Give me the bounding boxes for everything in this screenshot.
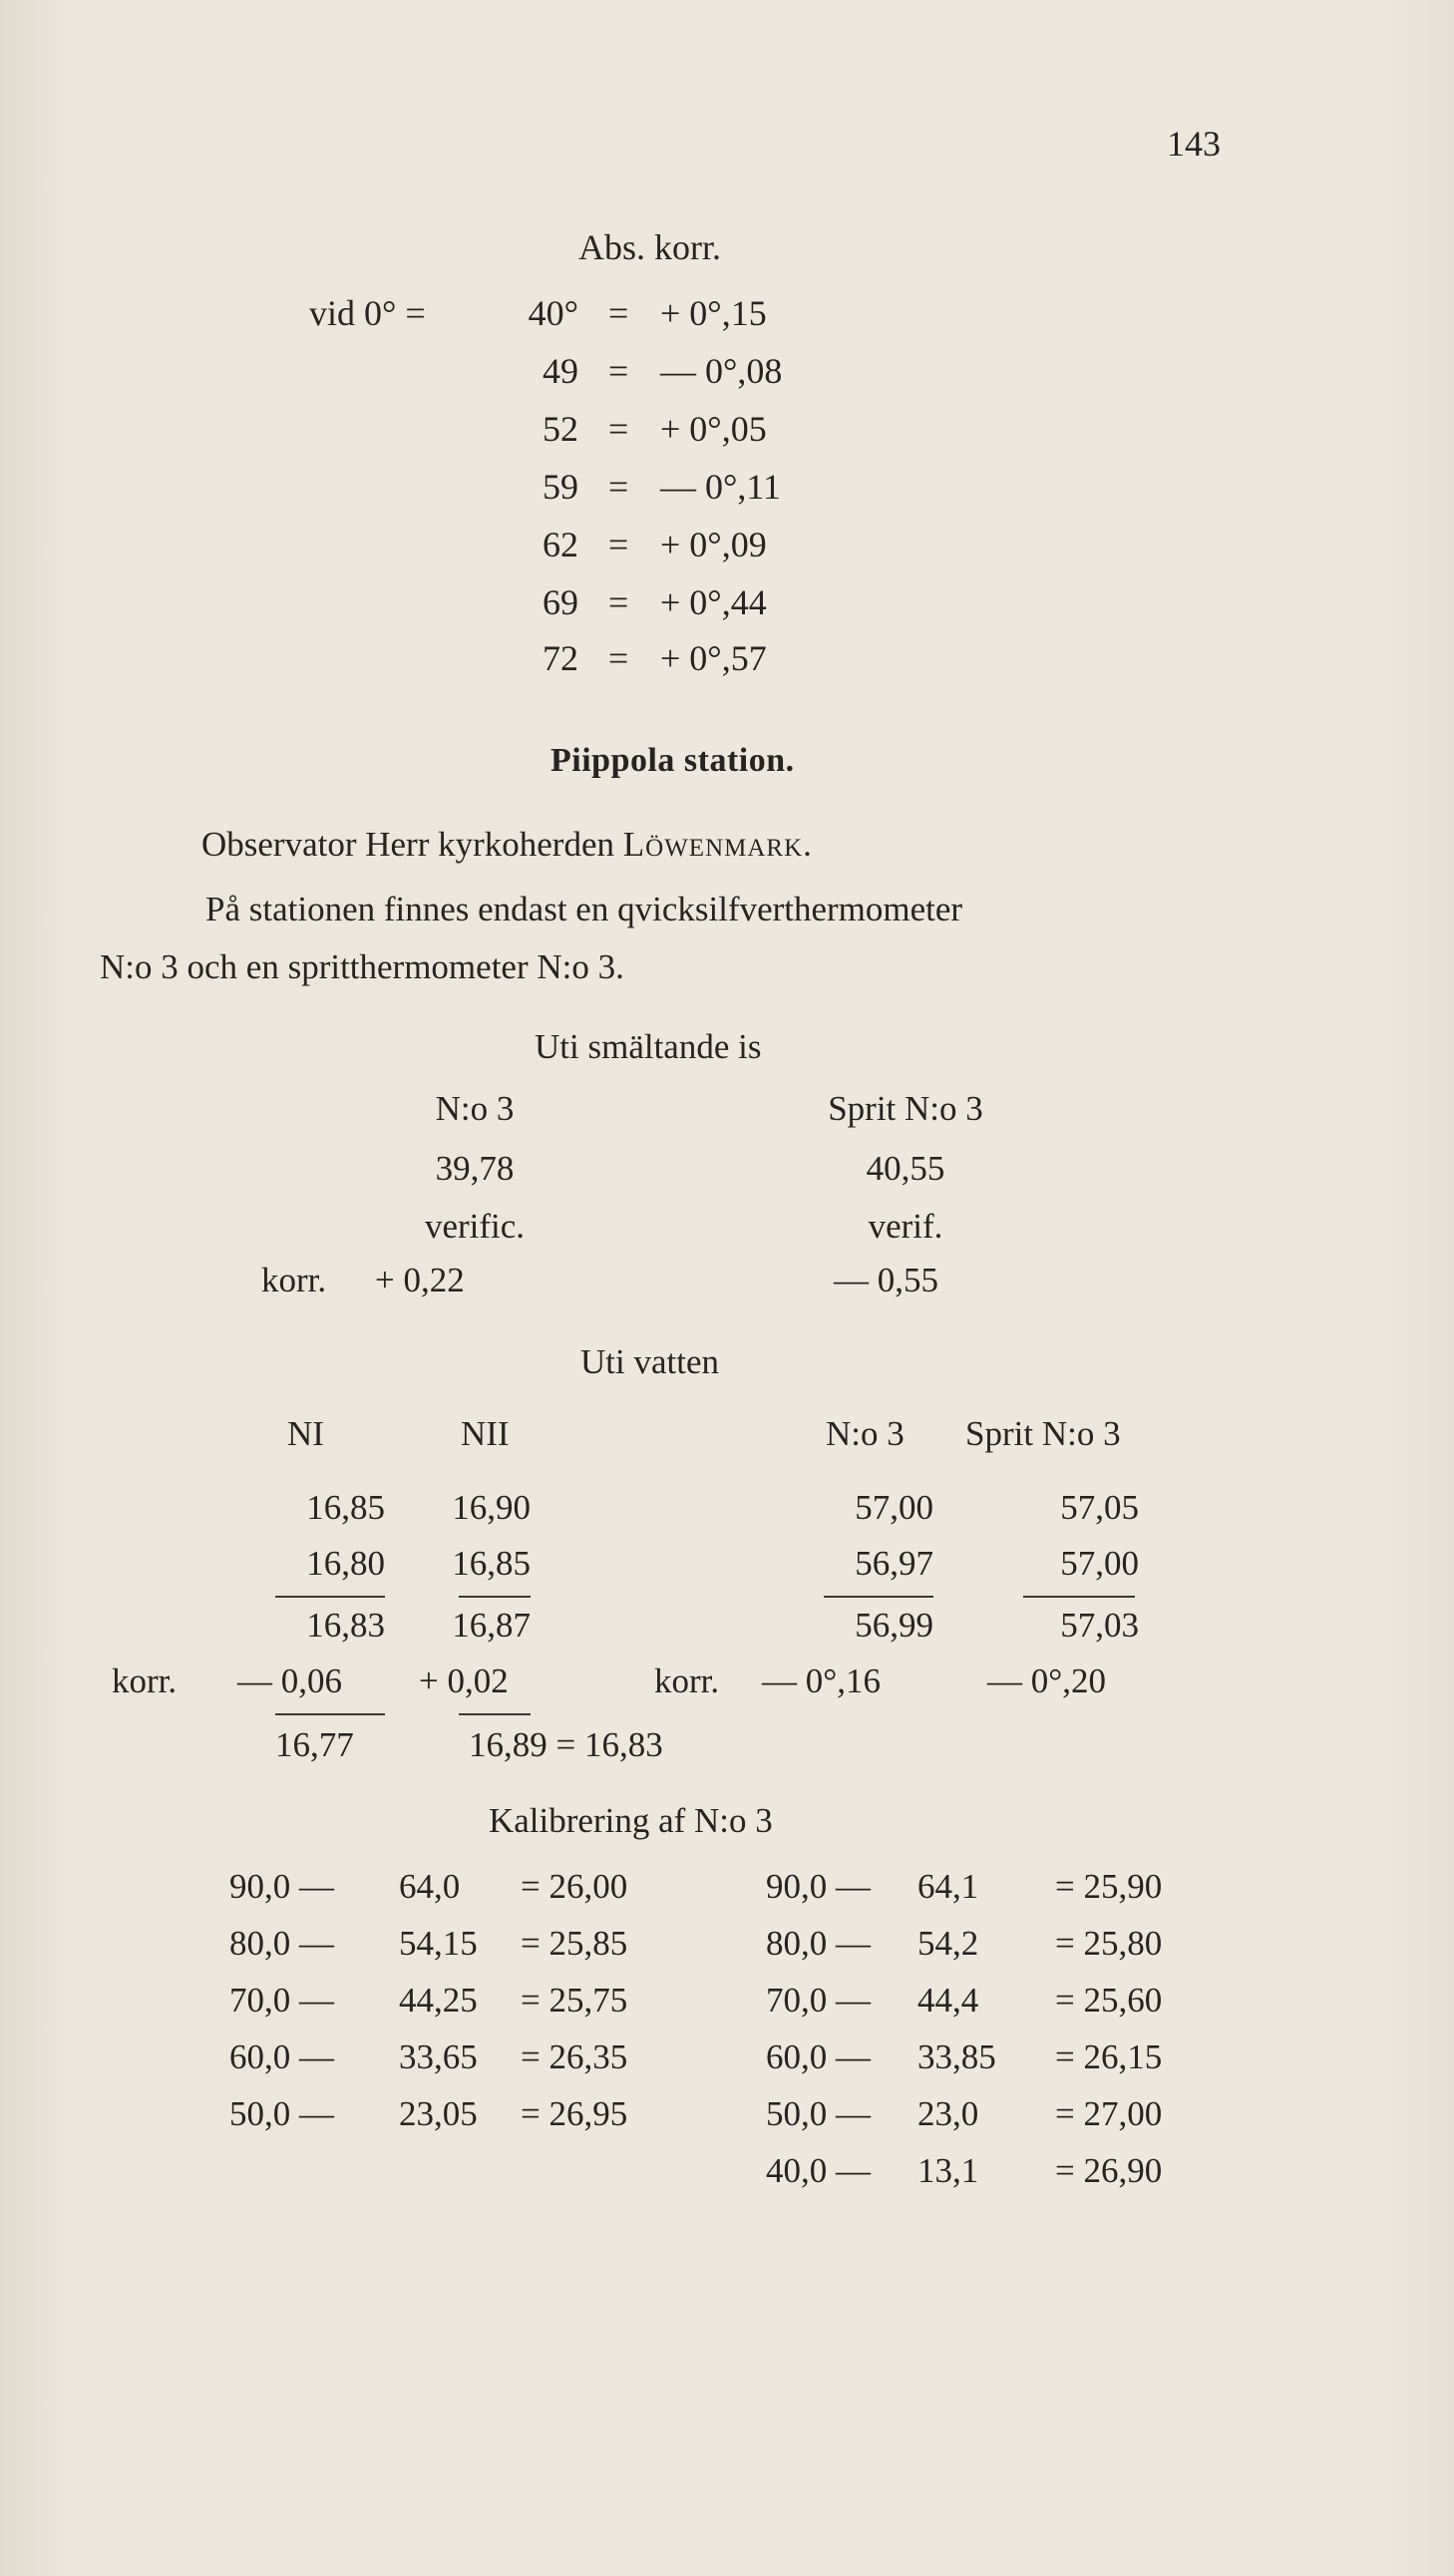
- abs-temp: 69: [543, 582, 578, 622]
- water-cell: 16,85: [306, 1488, 385, 1527]
- ice-col1-corr: + 0,22: [375, 1261, 465, 1299]
- cal-right-lower: 44,4: [917, 1981, 979, 2020]
- ice-korr-label: korr.: [261, 1261, 327, 1299]
- cal-left-result: = 26,95: [521, 2094, 628, 2133]
- cal-left-upper: 70,0 —: [229, 1981, 334, 2020]
- ice-col2-note: verif.: [868, 1207, 943, 1246]
- water-result-b: 16,89 = 16,83: [469, 1725, 663, 1764]
- ice-col2-header: Sprit N:o 3: [828, 1089, 983, 1128]
- cal-right-lower: 54,2: [917, 1924, 979, 1963]
- abs-lead: vid 0° =: [309, 293, 426, 333]
- station-title: Piippola station.: [550, 742, 795, 779]
- cal-right-upper: 80,0 —: [766, 1924, 871, 1963]
- cal-right-upper: 70,0 —: [766, 1981, 871, 2020]
- water-cell: 57,00: [1060, 1544, 1139, 1583]
- water-cell: 16,85: [452, 1544, 531, 1583]
- water-header-n2: NII: [461, 1414, 510, 1453]
- cal-right-result: = 26,90: [1055, 2151, 1163, 2190]
- observer-line: [201, 825, 812, 865]
- water-heading: Uti vatten: [580, 1342, 719, 1381]
- water-mean-3: 56,99: [855, 1606, 933, 1645]
- cal-right-lower: 33,85: [917, 2037, 996, 2076]
- ice-col2-value: 40,55: [866, 1149, 945, 1188]
- abs-temp: 59: [543, 467, 578, 507]
- abs-correction: + 0°,05: [660, 409, 767, 449]
- abs-temp: 72: [543, 638, 578, 678]
- abs-temp: 62: [543, 525, 578, 564]
- water-rule-5: [275, 1713, 385, 1715]
- abs-equals: =: [608, 582, 629, 622]
- cal-left-lower: 23,05: [399, 2094, 478, 2133]
- abs-correction: — 0°,11: [660, 467, 782, 507]
- abs-equals: =: [608, 525, 629, 564]
- ice-col1-note: verific.: [424, 1207, 526, 1246]
- water-header-sprit: Sprit N:o 3: [965, 1414, 1121, 1453]
- description-line-1: På stationen finnes endast en qvicksilfverthermometer: [205, 890, 963, 928]
- water-header-no3: N:o 3: [826, 1414, 905, 1453]
- description-line-2: N:o 3 och en spritthermometer N:o 3.: [100, 947, 624, 986]
- cal-right-upper: 40,0 —: [766, 2151, 871, 2190]
- cal-left-result: = 25,75: [521, 1981, 628, 2020]
- ice-col1-value: 39,78: [435, 1149, 515, 1188]
- water-cell: 57,05: [1060, 1488, 1139, 1527]
- abs-correction: — 0°,08: [660, 351, 783, 391]
- ice-col1-header: N:o 3: [435, 1089, 515, 1128]
- ice-col2-corr: — 0,55: [834, 1261, 938, 1299]
- water-result-a: 16,77: [275, 1725, 354, 1764]
- cal-right-upper: 90,0 —: [766, 1867, 871, 1906]
- observer-suffix: .: [803, 825, 812, 864]
- cal-left-upper: 60,0 —: [229, 2037, 334, 2076]
- water-mean-1: 16,83: [306, 1606, 385, 1645]
- cal-right-result: = 26,15: [1055, 2037, 1163, 2076]
- abs-equals: =: [608, 467, 629, 507]
- water-cell: 56,97: [855, 1544, 933, 1583]
- cal-left-lower: 64,0: [399, 1867, 461, 1906]
- abs-equals: =: [608, 638, 629, 678]
- cal-right-result: = 25,90: [1055, 1867, 1163, 1906]
- water-korr-label-left: korr.: [112, 1661, 178, 1700]
- water-korr-left-2: + 0,02: [419, 1661, 509, 1700]
- cal-left-lower: 54,15: [399, 1924, 478, 1963]
- cal-left-lower: 44,25: [399, 1981, 478, 2020]
- abs-equals: =: [608, 351, 629, 391]
- cal-left-lower: 33,65: [399, 2037, 478, 2076]
- cal-right-lower: 23,0: [917, 2094, 979, 2133]
- cal-right-lower: 13,1: [917, 2151, 979, 2190]
- cal-left-upper: 90,0 —: [229, 1867, 334, 1906]
- cal-right-result: = 27,00: [1055, 2094, 1163, 2133]
- abs-equals: =: [608, 409, 629, 449]
- cal-right-upper: 60,0 —: [766, 2037, 871, 2076]
- water-cell: 16,80: [306, 1544, 385, 1583]
- water-mean-2: 16,87: [452, 1606, 531, 1645]
- abs-temp: 40°: [528, 293, 578, 333]
- abs-temp: 52: [543, 409, 578, 449]
- water-korr-right-1: — 0°,16: [762, 1661, 881, 1700]
- observer-name: Löwenmark: [622, 825, 804, 864]
- water-rule-4: [1023, 1596, 1135, 1598]
- abs-temp: 49: [543, 351, 578, 391]
- abs-correction: + 0°,15: [660, 293, 767, 333]
- water-cell: 16,90: [452, 1488, 531, 1527]
- page-number: 143: [1167, 124, 1221, 164]
- water-rule-1: [275, 1596, 385, 1598]
- water-rule-2: [459, 1596, 531, 1598]
- abs-correction: + 0°,57: [660, 638, 767, 678]
- abs-korr-header: Abs. korr.: [578, 227, 721, 267]
- abs-correction: + 0°,44: [660, 582, 767, 622]
- ice-heading: Uti smältande is: [535, 1027, 762, 1066]
- observer-prefix: Observator Herr kyrkoherden: [201, 825, 623, 864]
- water-mean-4: 57,03: [1060, 1606, 1139, 1645]
- water-korr-left-1: — 0,06: [237, 1661, 342, 1700]
- abs-equals: =: [608, 293, 629, 333]
- cal-right-result: = 25,80: [1055, 1924, 1163, 1963]
- cal-right-upper: 50,0 —: [766, 2094, 871, 2133]
- water-korr-label-right: korr.: [654, 1661, 720, 1700]
- water-rule-6: [459, 1713, 531, 1715]
- cal-left-upper: 80,0 —: [229, 1924, 334, 1963]
- cal-left-result: = 26,35: [521, 2037, 628, 2076]
- cal-right-lower: 64,1: [917, 1867, 979, 1906]
- cal-left-result: = 25,85: [521, 1924, 628, 1963]
- cal-left-result: = 26,00: [521, 1867, 628, 1906]
- water-cell: 57,00: [855, 1488, 933, 1527]
- water-rule-3: [824, 1596, 933, 1598]
- water-header-n1: NI: [287, 1414, 324, 1453]
- water-korr-right-2: — 0°,20: [987, 1661, 1106, 1700]
- cal-right-result: = 25,60: [1055, 1981, 1163, 2020]
- cal-left-upper: 50,0 —: [229, 2094, 334, 2133]
- calibration-heading: Kalibrering af N:o 3: [489, 1801, 773, 1840]
- abs-correction: + 0°,09: [660, 525, 767, 564]
